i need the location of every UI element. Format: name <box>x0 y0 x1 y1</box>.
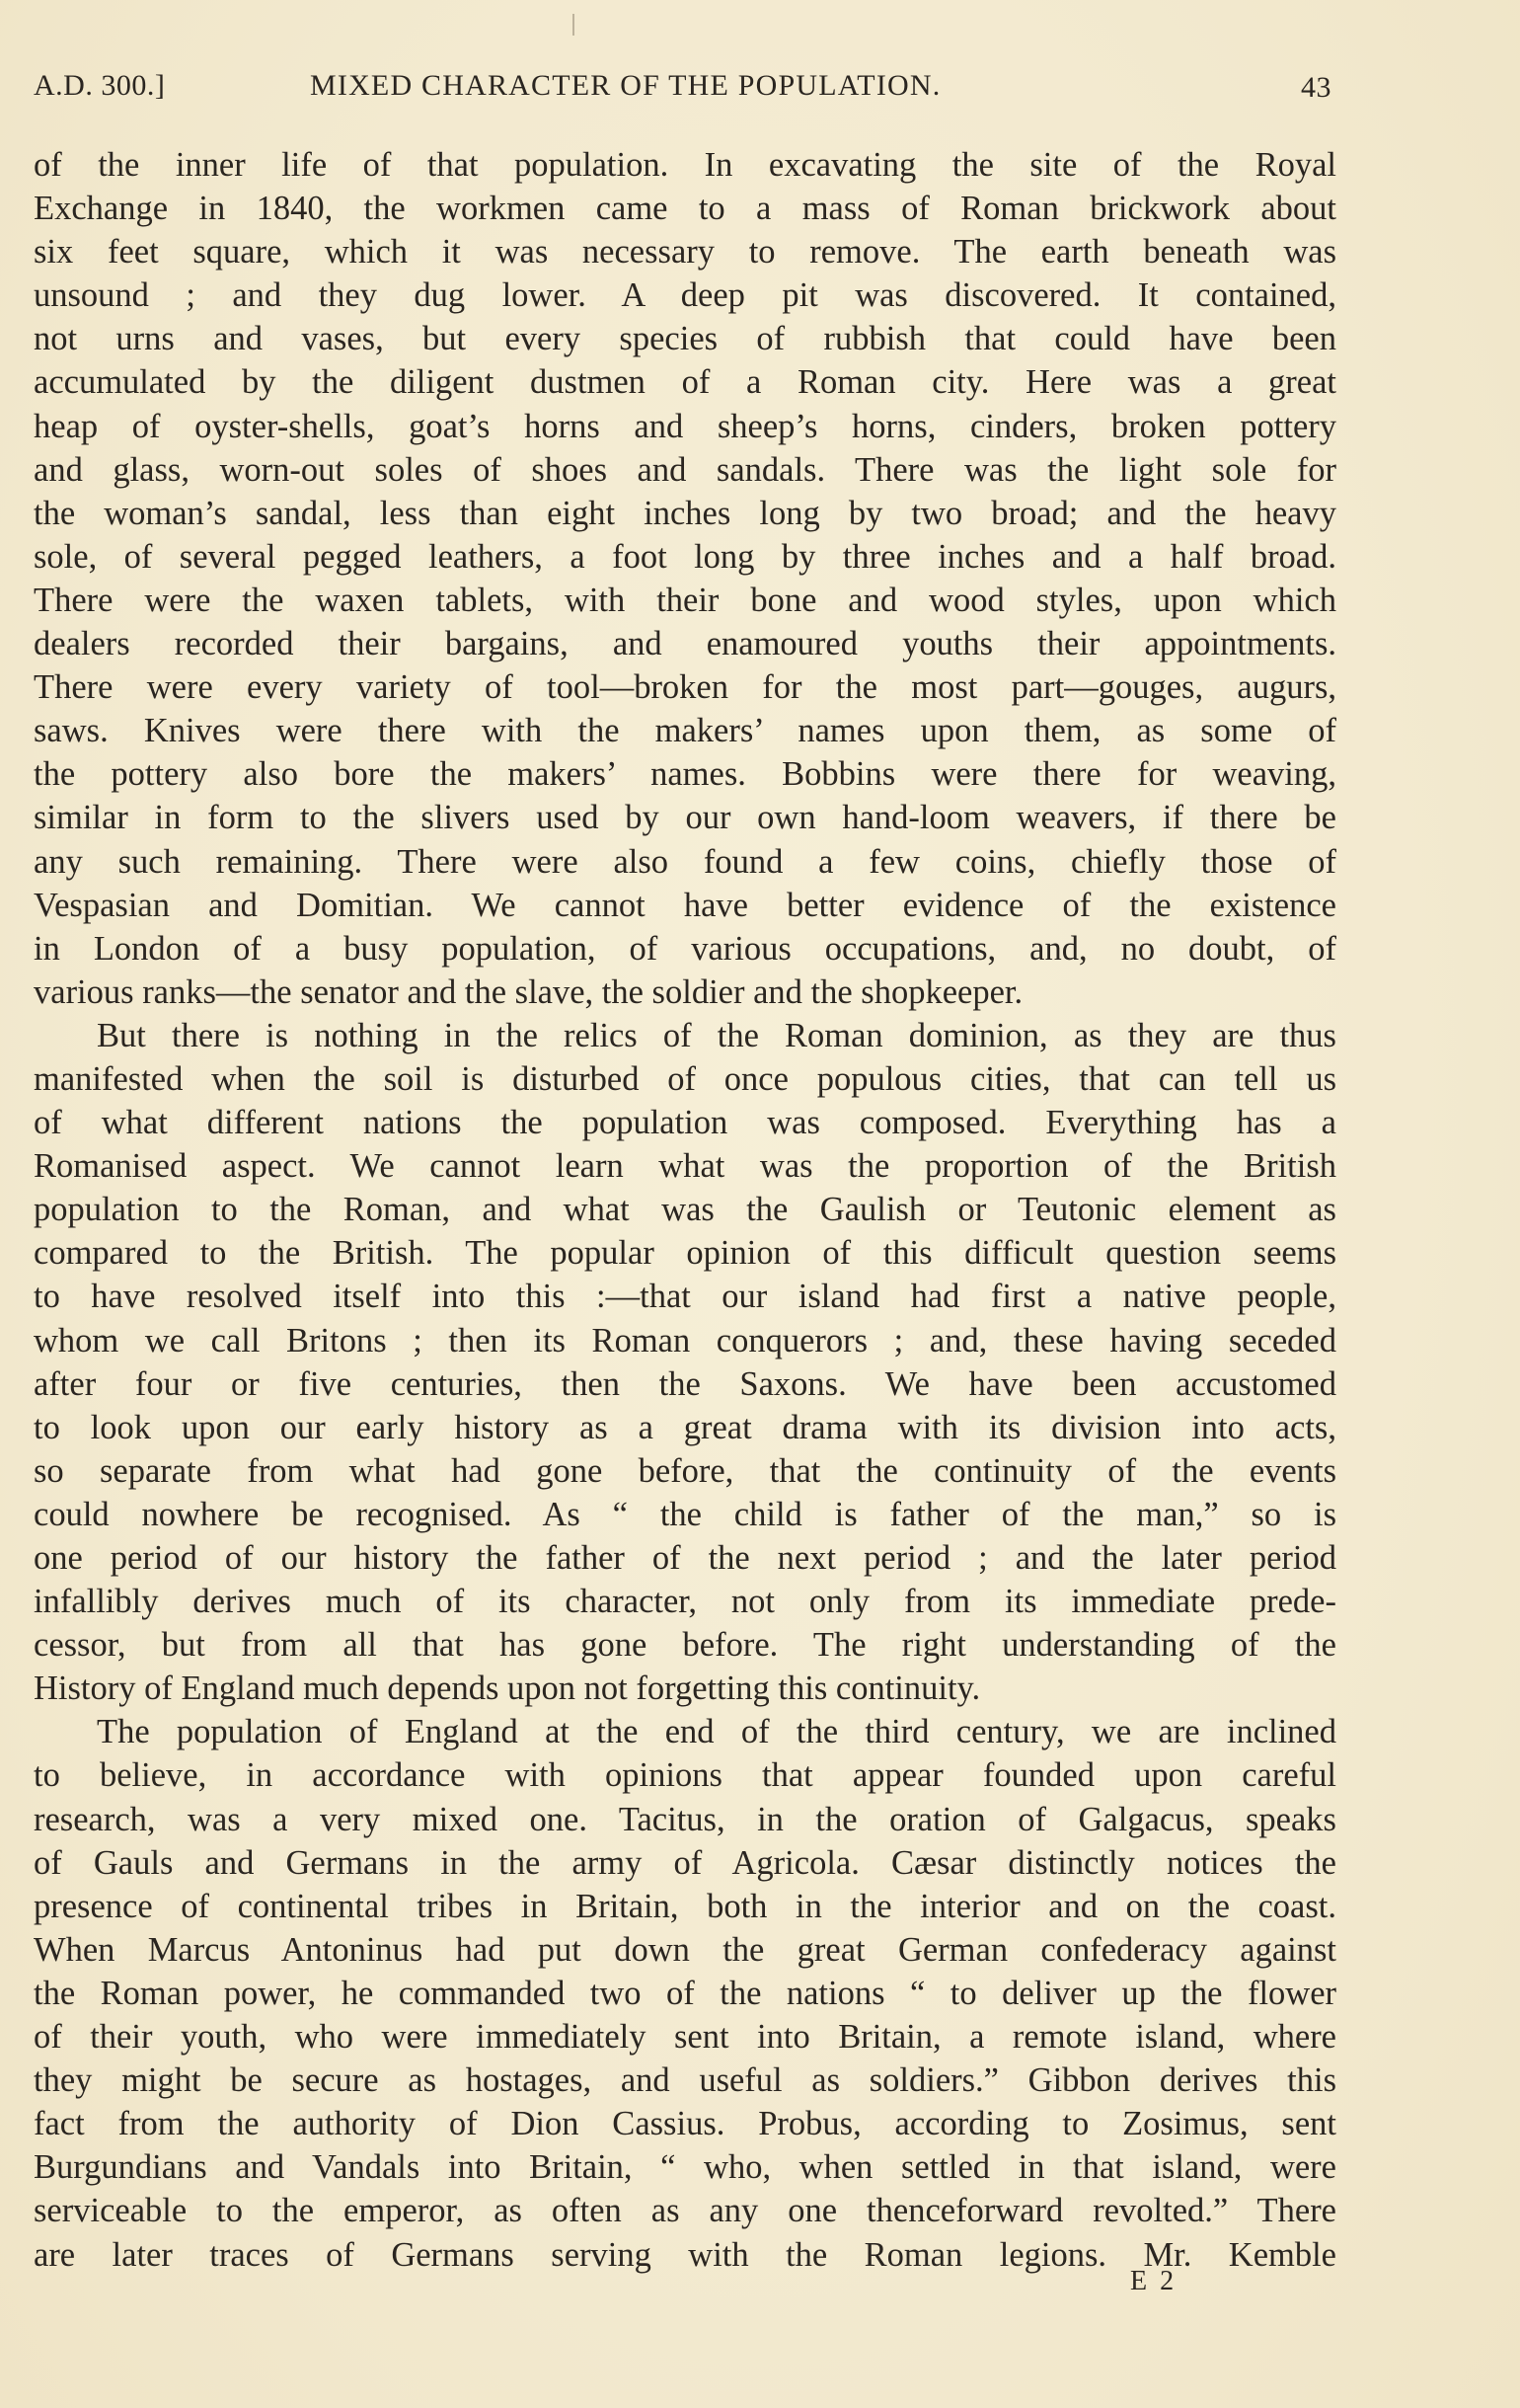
text-line: the woman’s sandal, less than eight inches long by two broad; and the heavy <box>34 494 1336 532</box>
text-line: accumulated by the diligent dustmen of a Roman city. Here was a great <box>34 363 1336 402</box>
running-header <box>34 69 1331 109</box>
text-line: are later traces of Germans serving with the Roman legions. Mr. Kemble <box>34 2235 1336 2274</box>
text-line: of Gauls and Germans in the army of Agricola. Cæsar distinctly notices the <box>34 1843 1336 1882</box>
text-line: population to the Roman, and what was the Gaulish or Teutonic element as <box>34 1191 1336 1229</box>
text-line: the pottery also bore the makers’ names. Bobbins were there for weaving, <box>34 755 1336 794</box>
text-line: they might be secure as hostages, and useful as soldiers.” Gibbon derives this <box>34 2061 1336 2100</box>
text-line: so separate from what had gone before, that the continuity of the events <box>34 1451 1336 1490</box>
text-line: History of England much depends upon not forgetting this continuity. <box>34 1670 981 1708</box>
text-line: sole, of several pegged leathers, a foot long by three inches and a half broad. <box>34 537 1336 576</box>
text-line: Vespasian and Domitian. We cannot have better evidence of the existence <box>34 886 1336 924</box>
body-text <box>34 143 1336 2277</box>
text-line: to believe, in accordance with opinions that appear founded upon careful <box>34 1756 1336 1795</box>
paragraph-start-line: The population of England at the end of the third century, we are inclined <box>97 1713 1336 1751</box>
text-line: research, was a very mixed one. Tacitus, in the oration of Galgacus, speaks <box>34 1800 1336 1838</box>
text-line: various ranks—the senator and the slave, the soldier and the shopkeeper. <box>34 972 1024 1011</box>
text-line: fact from the authority of Dion Cassius. Probus, according to Zosimus, sent <box>34 2105 1336 2143</box>
text-line: cessor, but from all that has gone before. The right understanding of the <box>34 1626 1336 1665</box>
text-line: manifested when the soil is disturbed of once populous cities, that can tell us <box>34 1059 1336 1098</box>
text-line: serviceable to the emperor, as often as any one thenceforward revolted.” There <box>34 2192 1336 2230</box>
text-line: Burgundians and Vandals into Britain, “ who, when settled in that island, were <box>34 2148 1336 2187</box>
text-line: compared to the British. The popular opinion of this difficult question seems <box>34 1234 1336 1273</box>
text-line: There were every variety of tool—broken for the most part—gouges, augurs, <box>34 668 1336 707</box>
text-line: and glass, worn-out soles of shoes and sandals. There was the light sole for <box>34 450 1336 489</box>
page-number: 43 <box>1301 71 1331 104</box>
text-line: There were the waxen tablets, with their bone and wood styles, upon which <box>34 581 1336 619</box>
text-line: Exchange in 1840, the workmen came to a mass of Roman brickwork about <box>34 190 1336 228</box>
text-line: dealers recorded their bargains, and enamoured youths their appointments. <box>34 625 1336 663</box>
text-line: the Roman power, he commanded two of the nations “ to deliver up the flower <box>34 1974 1336 2012</box>
text-line: not urns and vases, but every species of rubbish that could have been <box>34 320 1336 358</box>
signature-mark: E 2 <box>1130 2266 1178 2296</box>
text-line: after four or five centuries, then the Saxons. We have been accustomed <box>34 1364 1336 1403</box>
text-line: in London of a busy population, of various occupations, and, no doubt, of <box>34 929 1336 968</box>
text-line: similar in form to the slivers used by our own hand-loom weavers, if there be <box>34 799 1336 837</box>
text-line: whom we call Britons ; then its Roman conquerors ; and, these having seceded <box>34 1321 1336 1359</box>
text-line: heap of oyster-shells, goat’s horns and sheep’s horns, cinders, broken pottery <box>34 407 1336 445</box>
text-line: to have resolved itself into this :—that our island had first a native people, <box>34 1278 1336 1316</box>
text-line: six feet square, which it was necessary to remove. The earth beneath was <box>34 233 1336 272</box>
paragraph-start-line: But there is nothing in the relics of the Roman dominion, as they are thus <box>97 1016 1336 1054</box>
text-line: could nowhere be recognised. As “ the child is father of the man,” so is <box>34 1495 1336 1533</box>
text-line: of the inner life of that population. In excavating the site of the Royal <box>34 146 1336 184</box>
text-line: any such remaining. There were also found a few coins, chiefly those of <box>34 842 1336 881</box>
text-line: saws. Knives were there with the makers’ names upon them, as some of <box>34 712 1336 750</box>
text-line: unsound ; and they dug lower. A deep pit was discovered. It contained, <box>34 276 1336 315</box>
header-date: A.D. 300.] <box>34 69 166 102</box>
text-line: When Marcus Antoninus had put down the great German confederacy against <box>34 1930 1336 1969</box>
header-title: MIXED CHARACTER OF THE POPULATION. <box>310 69 942 102</box>
text-line: of their youth, who were immediately sent into Britain, a remote island, where <box>34 2018 1336 2057</box>
text-line: presence of continental tribes in Britain, both in the interior and on the coast. <box>34 1887 1336 1925</box>
text-line: Romanised aspect. We cannot learn what was the proportion of the British <box>34 1147 1336 1186</box>
text-line: to look upon our early history as a great drama with its division into acts, <box>34 1408 1336 1446</box>
paper-mark <box>572 14 574 36</box>
text-line: infallibly derives much of its character, not only from its immediate prede- <box>34 1583 1336 1621</box>
text-line: one period of our history the father of the next period ; and the later period <box>34 1539 1336 1577</box>
text-line: of what different nations the population was composed. Everything has a <box>34 1104 1336 1142</box>
